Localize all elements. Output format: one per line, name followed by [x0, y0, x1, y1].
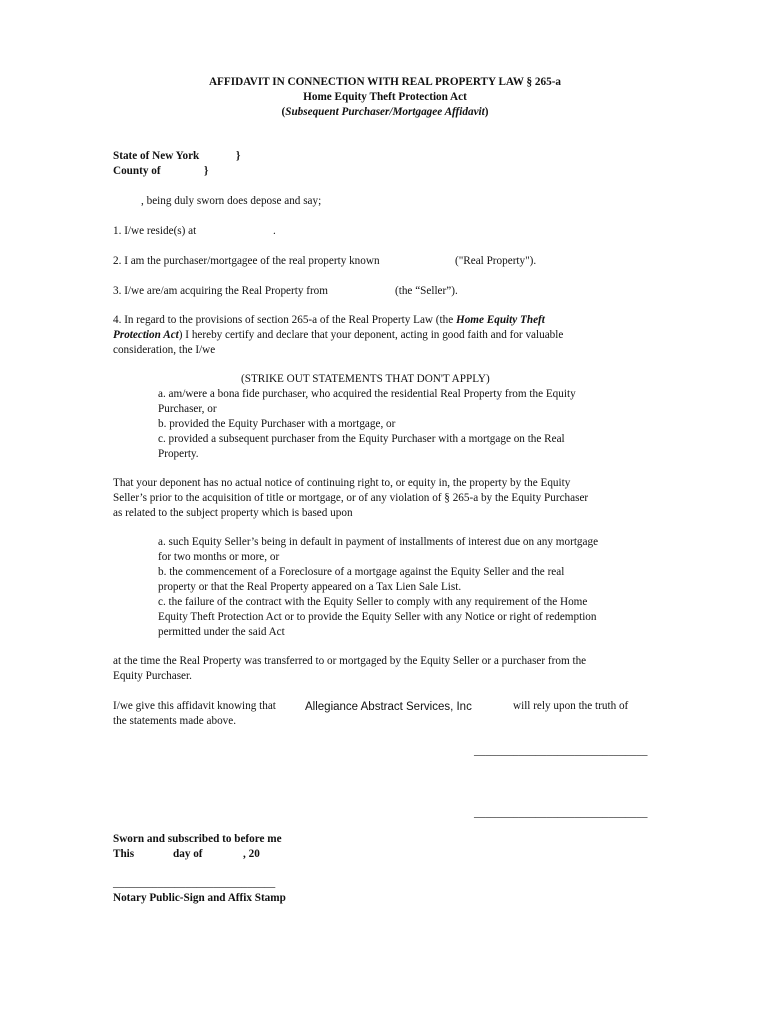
item-4-certify: ) I hereby certify and declare that your deponent, acting in good faith and for valuable: [178, 329, 564, 341]
document-title: AFFIDAVIT IN CONNECTION WITH REAL PROPERTY LAW § 265-a: [208, 76, 562, 88]
condition-b-line-1: b. the commencement of a Foreclosure of a mortgage against the Equity Seller and the real: [158, 566, 565, 578]
condition-b-line-2: property or that the Real Property appeared on a Tax Lien Sale List.: [158, 581, 462, 593]
reliance-end: will rely upon the truth of: [513, 700, 629, 712]
venue-county-brace: }: [204, 165, 209, 177]
item-4-law-name: Home Equity Theft: [456, 314, 545, 326]
strike-option-c-line-2: Property.: [158, 448, 199, 460]
venue-state: State of New York: [113, 150, 200, 162]
jurat-sworn: Sworn and subscribed to before me: [113, 833, 282, 845]
strike-out-header: (STRIKE OUT STATEMENTS THAT DON'T APPLY): [241, 373, 490, 385]
item-4-line-3: consideration, the I/we: [113, 344, 216, 356]
item-4-law-name-cont: Protection Act: [113, 329, 179, 341]
condition-a-line-2: for two months or more, or: [158, 551, 280, 563]
item-4-intro: 4. In regard to the provisions of section 265-a of the Real Property Law (the: [113, 314, 454, 326]
signature-line-1[interactable]: _______________________________: [474, 745, 648, 757]
notary-label: Notary Public-Sign and Affix Stamp: [113, 892, 286, 904]
item-3-defined-term: (the “Seller”).: [395, 285, 458, 297]
item-1-residence: 1. I/we reside(s) at: [113, 225, 197, 237]
signature-line-2[interactable]: _______________________________: [474, 807, 648, 819]
notice-line-3: as related to the subject property which is based upon: [113, 507, 353, 519]
condition-c-line-2: Equity Theft Protection Act or to provide the Equity Seller with any Notice or right of redemption: [158, 611, 597, 623]
notary-signature-line[interactable]: _____________________________: [113, 877, 276, 889]
reliance-intro: I/we give this affidavit knowing that: [113, 700, 276, 712]
strike-option-b: b. provided the Equity Purchaser with a mortgage, or: [158, 418, 396, 430]
document-subtitle: Home Equity Theft Protection Act: [303, 91, 467, 103]
reliance-line-2: the statements made above.: [113, 715, 237, 727]
item-1-period: .: [273, 225, 276, 237]
affidavit-type-text: Subsequent Purchaser/Mortgagee Affidavit: [285, 106, 485, 118]
transfer-line-2: Equity Purchaser.: [113, 670, 192, 682]
jurat-this: This: [113, 848, 135, 860]
item-2-defined-term: ("Real Property").: [455, 255, 537, 267]
item-2-property: 2. I am the purchaser/mortgagee of the real property known: [113, 255, 380, 267]
venue-state-brace: }: [236, 150, 241, 162]
condition-c-line-1: c. the failure of the contract with the Equity Seller to comply with any requirement of the Home: [158, 596, 588, 608]
strike-option-c-line-1: c. provided a subsequent purchaser from the Equity Purchaser with a mortgage on the Real: [158, 433, 565, 445]
condition-a-line-1: a. such Equity Seller’s being in default in payment of installments of interest due on any mortgage: [158, 536, 599, 548]
item-3-seller: 3. I/we are/am acquiring the Real Property from: [113, 285, 328, 297]
venue-county: County of: [113, 165, 161, 177]
notice-line-1: That your deponent has no actual notice of continuing right to, or equity in, the property by the Equity: [113, 477, 571, 489]
affidavit-type: (Subsequent Purchaser/Mortgagee Affidavit): [281, 106, 489, 118]
item-4-line-1: [113, 313, 545, 328]
jurat-day-of: day of: [173, 848, 203, 860]
transfer-line-1: at the time the Real Property was transferred to or mortgaged by the Equity Seller or a purchaser from the: [113, 655, 587, 667]
deponent-statement: , being duly sworn does depose and say;: [141, 195, 322, 207]
strike-option-a-line-2: Purchaser, or: [158, 403, 217, 415]
notice-line-2: Seller’s prior to the acquisition of title or mortgage, or of any violation of § 265-a by the Equity Purchaser: [113, 492, 589, 504]
reliance-company-field[interactable]: Allegiance Abstract Services, Inc: [305, 701, 472, 713]
condition-c-line-3: permitted under the said Act: [158, 626, 285, 638]
strike-option-a-line-1: a. am/were a bona fide purchaser, who acquired the residential Real Property from the Equity: [158, 388, 576, 400]
jurat-year: , 20: [243, 848, 260, 860]
item-4-line-2: [113, 328, 563, 343]
